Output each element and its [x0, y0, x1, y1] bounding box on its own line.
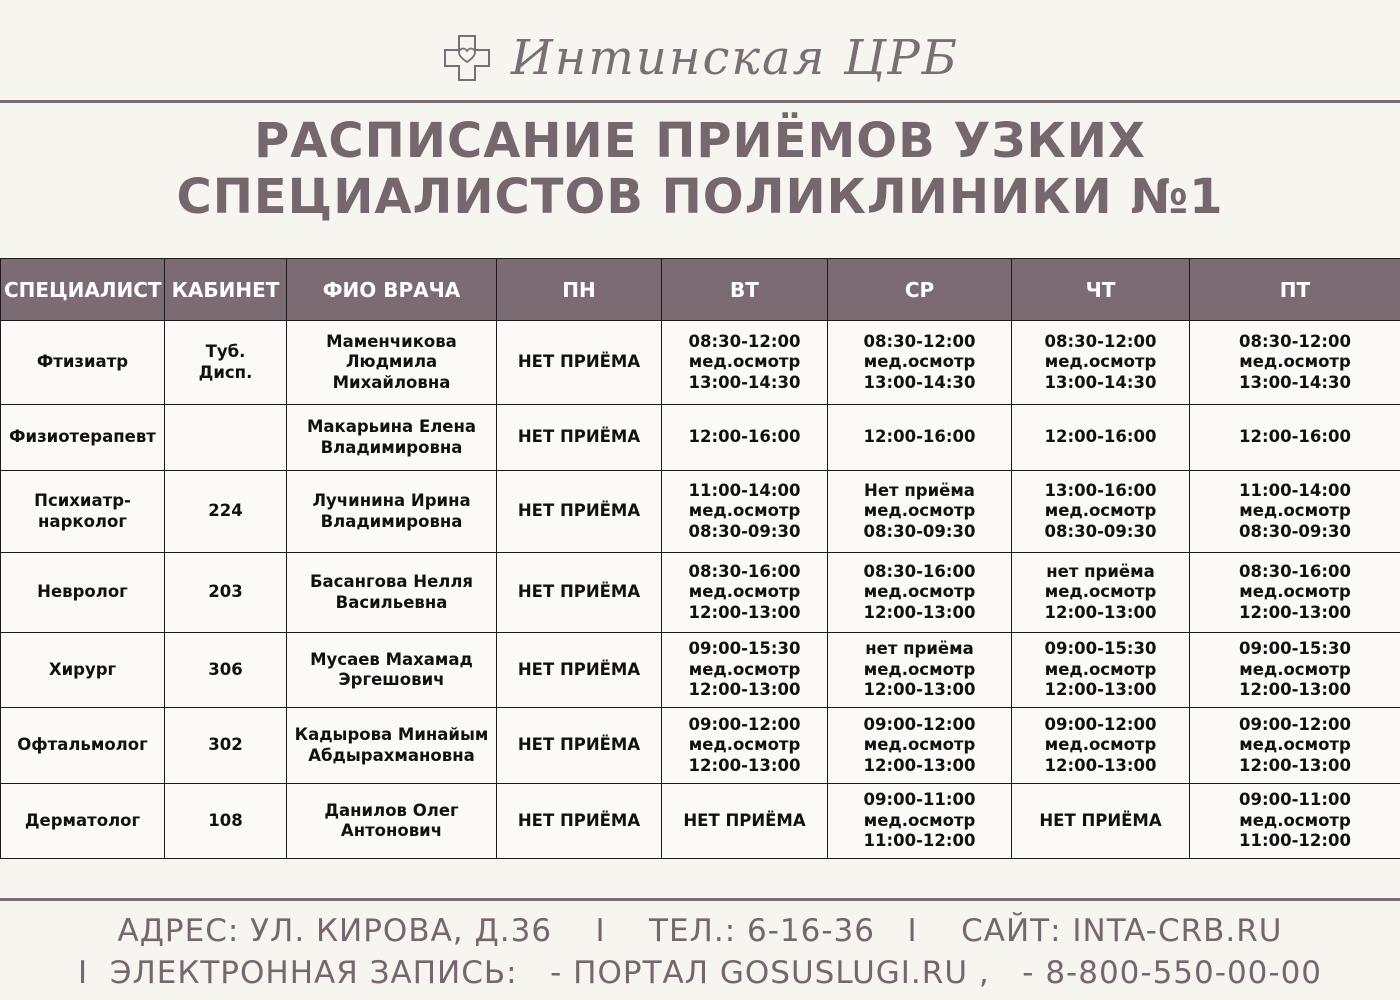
wed-cell: 09:00-11:00 мед.осмотр 11:00-12:00	[828, 784, 1012, 859]
footer-address-line: АДРЕС: УЛ. КИРОВА, Д.36 I ТЕЛ.: 6-16-36 I САЙТ: INTA-CRB.RU	[117, 913, 1283, 949]
wed-cell: нет приёма мед.осмотр 12:00-13:00	[828, 633, 1012, 708]
page-title-line-1: РАСПИСАНИЕ ПРИЁМОВ УЗКИХ	[254, 113, 1146, 169]
fri-cell: 08:30-12:00 мед.осмотр 13:00-14:30	[1190, 321, 1400, 405]
column-header-doctor: ФИО ВРАЧА	[287, 259, 497, 321]
fri-cell: 09:00-11:00 мед.осмотр 11:00-12:00	[1190, 784, 1400, 859]
cabinet-cell: 203	[165, 553, 287, 633]
specialist-cell: Офтальмолог	[1, 708, 165, 784]
table-row	[1, 471, 1400, 553]
table-row	[1, 553, 1400, 633]
mon-cell: НЕТ ПРИЁМА	[497, 471, 662, 553]
header	[0, 28, 1400, 88]
tue-cell: 08:30-16:00 мед.осмотр 12:00-13:00	[662, 553, 828, 633]
wed-cell: 08:30-16:00 мед.осмотр 12:00-13:00	[828, 553, 1012, 633]
thu-cell: нет приёма мед.осмотр 12:00-13:00	[1012, 553, 1190, 633]
wed-cell: 08:30-12:00 мед.осмотр 13:00-14:30	[828, 321, 1012, 405]
doctor-cell: Макарьина Елена Владимировна	[287, 405, 497, 471]
doctor-cell: Данилов Олег Антонович	[287, 784, 497, 859]
thu-cell: 13:00-16:00 мед.осмотр 08:30-09:30	[1012, 471, 1190, 553]
fri-cell: 12:00-16:00	[1190, 405, 1400, 471]
column-header-mon: ПН	[497, 259, 662, 321]
table-row	[1, 321, 1400, 405]
fri-cell: 08:30-16:00 мед.осмотр 12:00-13:00	[1190, 553, 1400, 633]
doctor-cell: Басангова Нелля Васильевна	[287, 553, 497, 633]
tue-cell: 12:00-16:00	[662, 405, 828, 471]
table-header-row	[1, 259, 1400, 321]
mon-cell: НЕТ ПРИЁМА	[497, 633, 662, 708]
mon-cell: НЕТ ПРИЁМА	[497, 784, 662, 859]
table-row	[1, 708, 1400, 784]
medical-cross-heart-icon	[441, 32, 493, 84]
footer-registration-line: I ЭЛЕКТРОННАЯ ЗАПИСЬ: - ПОРТАЛ GOSUSLUGI.RU , - 8-800-550-00-00	[77, 955, 1323, 991]
specialist-cell: Невролог	[1, 553, 165, 633]
tue-cell: 08:30-12:00 мед.осмотр 13:00-14:30	[662, 321, 828, 405]
column-header-fri: ПТ	[1190, 259, 1400, 321]
doctor-cell: Маменчикова Людмила Михайловна	[287, 321, 497, 405]
specialist-cell: Физиотерапевт	[1, 405, 165, 471]
table-row	[1, 633, 1400, 708]
mon-cell: НЕТ ПРИЁМА	[497, 708, 662, 784]
thu-cell: 12:00-16:00	[1012, 405, 1190, 471]
cabinet-cell: 224	[165, 471, 287, 553]
page-title-line-2: СПЕЦИАЛИСТОВ ПОЛИКЛИНИКИ №1	[176, 169, 1224, 225]
doctor-cell: Кадырова Минайым Абдырахмановна	[287, 708, 497, 784]
specialist-cell: Психиатр- нарколог	[1, 471, 165, 553]
thu-cell: 08:30-12:00 мед.осмотр 13:00-14:30	[1012, 321, 1190, 405]
doctor-cell: Лучинина Ирина Владимировна	[287, 471, 497, 553]
table-row	[1, 784, 1400, 859]
cabinet-cell: 302	[165, 708, 287, 784]
column-header-thu: ЧТ	[1012, 259, 1190, 321]
thu-cell: НЕТ ПРИЁМА	[1012, 784, 1190, 859]
column-header-tue: ВТ	[662, 259, 828, 321]
table-row	[1, 405, 1400, 471]
cabinet-cell	[165, 405, 287, 471]
column-header-cabinet: КАБИНЕТ	[165, 259, 287, 321]
wed-cell: 09:00-12:00 мед.осмотр 12:00-13:00	[828, 708, 1012, 784]
contact-footer	[0, 910, 1400, 994]
fri-cell: 11:00-14:00 мед.осмотр 08:30-09:30	[1190, 471, 1400, 553]
column-header-wed: СР	[828, 259, 1012, 321]
tue-cell: НЕТ ПРИЁМА	[662, 784, 828, 859]
cabinet-cell: 306	[165, 633, 287, 708]
wed-cell: 12:00-16:00	[828, 405, 1012, 471]
fri-cell: 09:00-12:00 мед.осмотр 12:00-13:00	[1190, 708, 1400, 784]
thu-cell: 09:00-15:30 мед.осмотр 12:00-13:00	[1012, 633, 1190, 708]
cabinet-cell: 108	[165, 784, 287, 859]
specialist-cell: Хирург	[1, 633, 165, 708]
specialist-cell: Фтизиатр	[1, 321, 165, 405]
brand-name: Интинская ЦРБ	[510, 30, 960, 86]
tue-cell: 09:00-15:30 мед.осмотр 12:00-13:00	[662, 633, 828, 708]
tue-cell: 11:00-14:00 мед.осмотр 08:30-09:30	[662, 471, 828, 553]
page-title	[0, 113, 1400, 225]
footer-divider	[0, 898, 1400, 901]
doctor-cell: Мусаев Махамад Эргешович	[287, 633, 497, 708]
fri-cell: 09:00-15:30 мед.осмотр 12:00-13:00	[1190, 633, 1400, 708]
wed-cell: Нет приёма мед.осмотр 08:30-09:30	[828, 471, 1012, 553]
column-header-specialist: СПЕЦИАЛИСТ	[1, 259, 165, 321]
thu-cell: 09:00-12:00 мед.осмотр 12:00-13:00	[1012, 708, 1190, 784]
mon-cell: НЕТ ПРИЁМА	[497, 405, 662, 471]
mon-cell: НЕТ ПРИЁМА	[497, 321, 662, 405]
mon-cell: НЕТ ПРИЁМА	[497, 553, 662, 633]
tue-cell: 09:00-12:00 мед.осмотр 12:00-13:00	[662, 708, 828, 784]
schedule-table	[0, 258, 1400, 859]
specialist-cell: Дерматолог	[1, 784, 165, 859]
header-divider	[0, 100, 1400, 103]
cabinet-cell: Туб. Дисп.	[165, 321, 287, 405]
